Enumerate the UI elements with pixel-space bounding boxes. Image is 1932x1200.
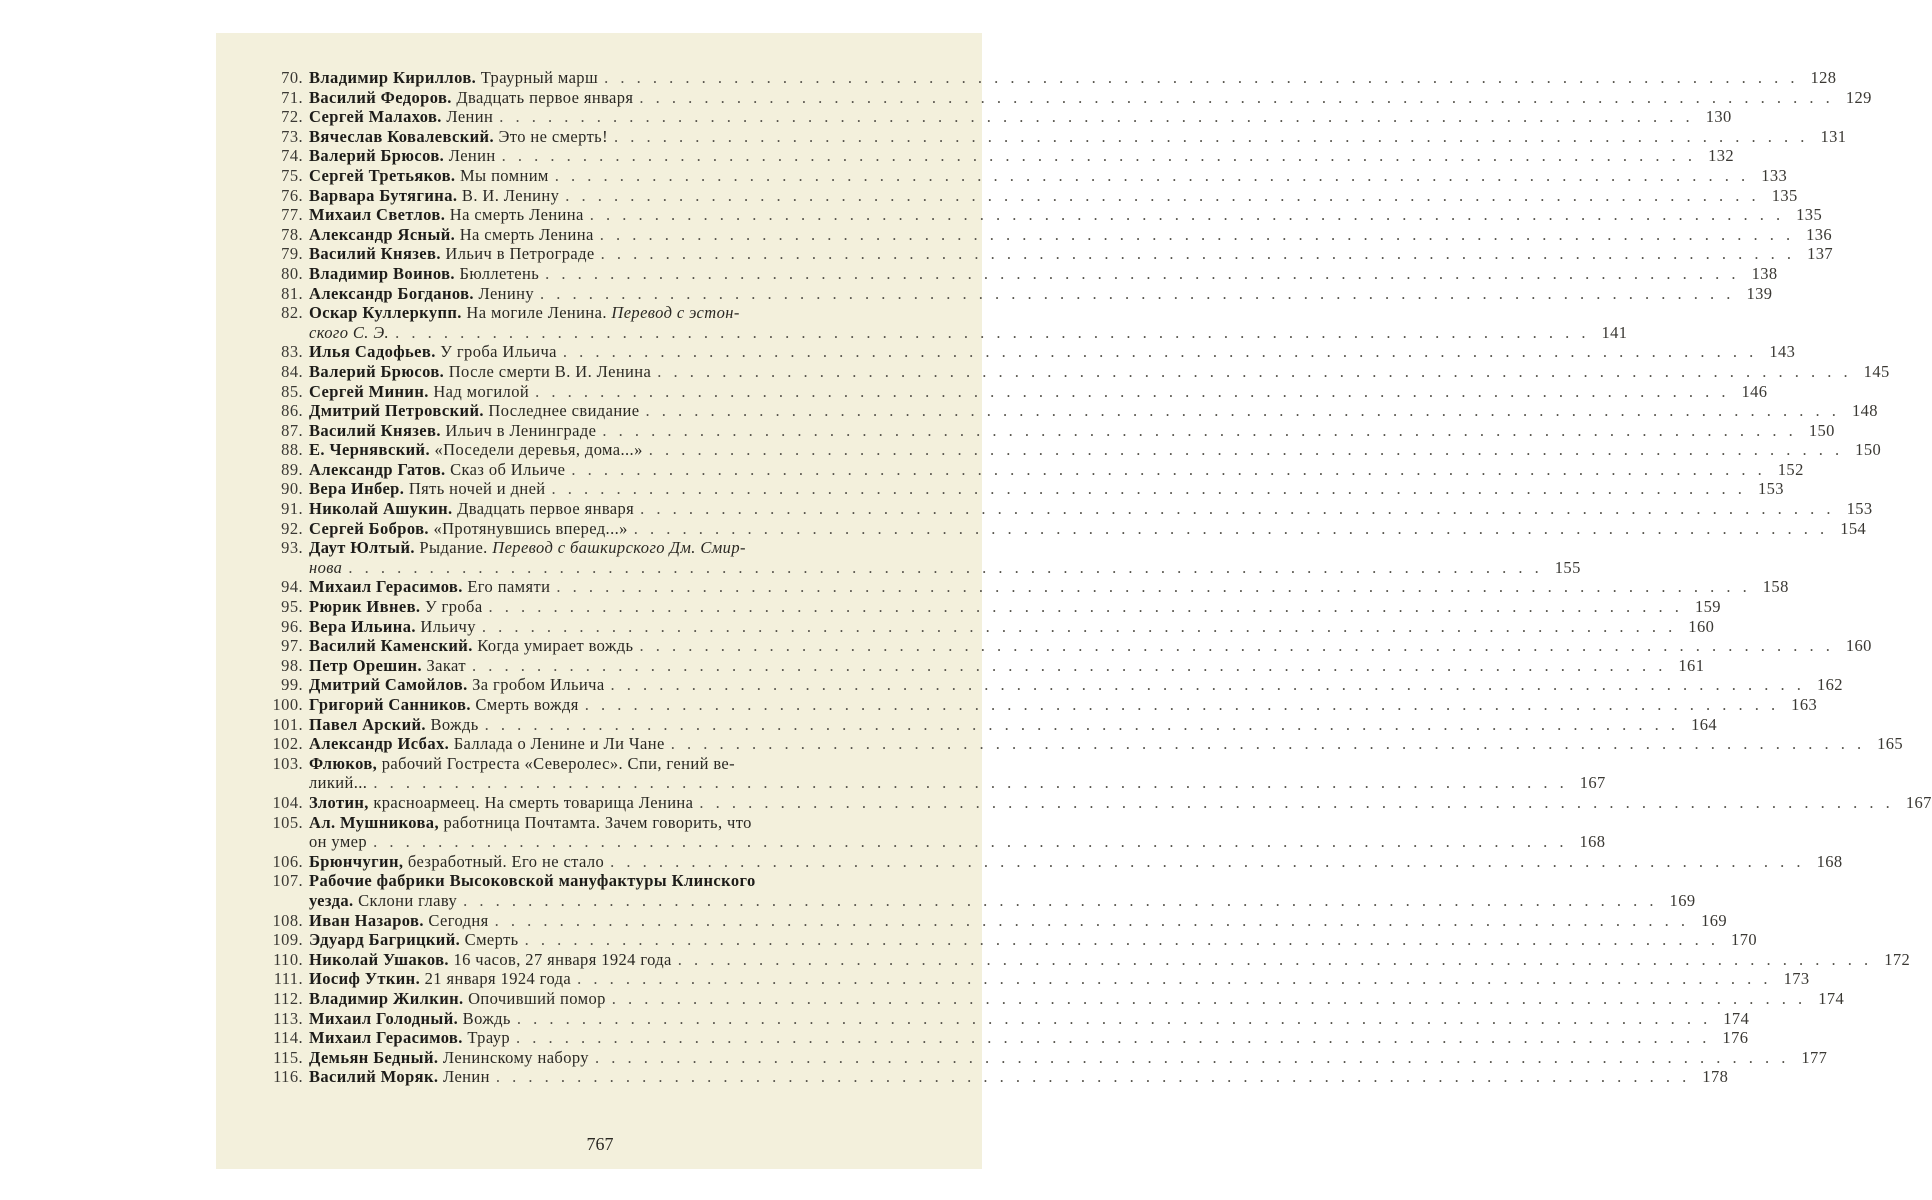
entry-title: Траурный марш: [480, 68, 599, 87]
entry-title: После смерти В. И. Ленина: [448, 361, 652, 381]
toc-entry: [265, 655, 1705, 676]
entry-author: Александр Ясный.: [309, 224, 456, 244]
entry-number: 111.: [273, 969, 303, 989]
entry-title: Ленин: [446, 107, 494, 127]
dot-leader: [476, 617, 1680, 637]
entry-number: 112.: [273, 988, 303, 1008]
entry-page: 153: [1757, 479, 1784, 499]
toc-entry: [265, 165, 1788, 186]
entry-page: 131: [1820, 126, 1847, 146]
dot-leader: [490, 1067, 1694, 1087]
entry-title: Опочивший помор: [468, 988, 606, 1008]
entry-author: Василий Каменский.: [309, 636, 473, 656]
entry-page: 152: [1777, 459, 1804, 479]
entry-number: 95.: [281, 597, 303, 617]
dot-leader: [519, 930, 1723, 950]
entry-page: 146: [1741, 381, 1768, 401]
entry-number: 100.: [272, 695, 303, 714]
entry-author: Петр Орешин.: [309, 655, 422, 675]
entry-author: Михаил Голодный.: [309, 1008, 459, 1028]
dot-leader: [606, 989, 1810, 1009]
entry-continuation: ликий...: [309, 773, 368, 793]
dot-leader: [693, 793, 1897, 813]
entry-author: Брюнчугин,: [309, 851, 404, 871]
entry-number: 104.: [272, 792, 303, 812]
entry-title: красноармеец. На смерть товарища Ленина: [373, 792, 694, 812]
entry-number: 113.: [273, 1008, 303, 1028]
entry-page: 135: [1771, 185, 1798, 205]
entry-page: 159: [1694, 597, 1721, 617]
entry-page: 135: [1796, 205, 1823, 225]
toc-entry: [265, 636, 1872, 656]
dot-leader: [640, 401, 1844, 421]
entry-number: 94.: [281, 577, 303, 597]
entry-page: 162: [1816, 675, 1843, 695]
entry-title: 21 января 1924 года: [424, 969, 572, 989]
entry-author: Николай Ушаков.: [309, 949, 449, 969]
toc-entry: [265, 420, 1835, 441]
entry-page: 153: [1846, 499, 1873, 519]
toc-entry: [265, 949, 1911, 970]
toc-entry: [265, 361, 1890, 382]
entry-page: 150: [1855, 440, 1882, 460]
entry-title: Ленинскому набору: [442, 1047, 589, 1067]
entry-author: Иван Назаров.: [309, 910, 424, 930]
entry-page: 170: [1731, 930, 1757, 950]
dot-leader: [604, 852, 1808, 872]
entry-author: Е. Чернявский.: [309, 440, 430, 460]
entry-page: 145: [1863, 361, 1890, 381]
entry-number: 114.: [273, 1028, 303, 1048]
entry-author: Дмитрий Самойлов.: [309, 675, 468, 695]
entry-title: рабочий Гостреста «Северолес». Спи, гений ве-: [381, 753, 736, 773]
toc-entry: [265, 910, 1728, 931]
entry-author: Валерий Брюсов.: [309, 146, 445, 166]
entry-title: Ленин: [448, 146, 496, 166]
toc-entry: [265, 812, 1606, 852]
toc-entry: [265, 107, 1732, 127]
entry-author: Владимир Воинов.: [309, 263, 455, 283]
toc-entry: [265, 1067, 1729, 1087]
entry-title: Двадцать первое января: [456, 87, 634, 107]
entry-page: 169: [1701, 910, 1728, 930]
entry-page: 168: [1816, 851, 1843, 871]
entry-author: Михаил Герасимов.: [309, 1028, 463, 1048]
entry-number: 103.: [272, 753, 303, 773]
entry-page: 136: [1806, 224, 1833, 244]
entry-title: Над могилой: [433, 381, 530, 401]
dot-leader: [628, 519, 1832, 539]
entry-page: 154: [1840, 518, 1867, 538]
entry-title: В. И. Ленину: [461, 185, 560, 205]
entry-number: 89.: [281, 459, 303, 479]
entry-number: 85.: [281, 381, 303, 401]
entry-number: 79.: [281, 244, 303, 264]
dot-leader: [496, 146, 1700, 166]
entry-number: 108.: [272, 910, 303, 930]
dot-leader: [342, 558, 1546, 578]
toc-entry: [265, 792, 1932, 813]
entry-number: 78.: [281, 224, 303, 244]
entry-page: 174: [1818, 988, 1845, 1008]
entry-author: Эдуард Багрицкий.: [309, 930, 461, 950]
dot-leader: [643, 440, 1847, 460]
dot-leader: [596, 421, 1800, 441]
entry-number: 83.: [281, 342, 303, 362]
entry-page: 176: [1722, 1028, 1749, 1048]
dot-leader: [579, 695, 1783, 715]
entry-number: 99.: [281, 675, 303, 695]
entry-page: 138: [1751, 263, 1778, 283]
entry-author: Вера Ильина.: [309, 616, 416, 636]
entry-number: 81.: [281, 283, 303, 303]
dot-leader: [651, 362, 1855, 382]
entry-title: Мы помним: [459, 165, 549, 185]
entry-page: 133: [1761, 165, 1788, 185]
entry-title: Это не смерть!: [498, 126, 609, 146]
entry-title: 16 часов, 27 января 1924 года: [453, 949, 672, 969]
entry-title: работница Почтамта. Зачем говорить, что: [443, 812, 752, 832]
entry-page: 161: [1678, 655, 1705, 675]
dot-leader: [549, 166, 1753, 186]
entry-author: Варвара Бутягина.: [309, 185, 458, 205]
toc-entry: [265, 695, 1818, 715]
entry-page: 178: [1702, 1067, 1729, 1087]
toc-entry: [265, 283, 1773, 304]
entry-title: У гроба: [424, 597, 483, 617]
dot-leader: [493, 107, 1697, 127]
entry-title: Когда умирает вождь: [477, 636, 634, 656]
entry-number: 92.: [281, 518, 303, 538]
entry-page: 160: [1845, 636, 1872, 656]
dot-leader: [489, 911, 1693, 931]
dot-leader: [598, 68, 1802, 88]
toc-entry: [265, 577, 1789, 597]
entry-author: Василий Князев.: [309, 244, 441, 264]
dot-leader: [529, 382, 1733, 402]
dot-leader: [367, 832, 1571, 852]
entry-title: Ленин: [442, 1067, 490, 1087]
entry-page: 158: [1762, 577, 1789, 597]
entry-title: Закат: [426, 655, 466, 675]
dot-leader: [665, 734, 1869, 754]
toc-entry: [265, 499, 1873, 519]
toc-entry: [265, 1008, 1750, 1029]
entry-number: 102.: [272, 734, 303, 754]
toc-entry: [265, 146, 1735, 166]
page-number: 767: [586, 1134, 614, 1154]
entry-page: 168: [1579, 832, 1606, 852]
toc-entry: [265, 616, 1715, 637]
entry-title: Сказ об Ильиче: [450, 459, 566, 479]
entry-number: 96.: [281, 616, 303, 636]
dot-leader: [389, 323, 1593, 343]
dot-leader: [546, 479, 1750, 499]
toc-entry: [265, 969, 1810, 989]
dot-leader: [565, 460, 1769, 480]
entry-number: 75.: [281, 165, 303, 185]
toc-entry: [265, 459, 1804, 480]
entry-title: Траур: [467, 1028, 510, 1048]
entry-author: Ал. Мушникова,: [309, 812, 439, 832]
entry-author: Владимир Кириллов.: [309, 68, 477, 87]
dot-leader: [571, 969, 1775, 989]
entry-title: Ильич в Ленинграде: [445, 420, 597, 440]
dot-leader: [584, 205, 1788, 225]
toc-entry: [265, 87, 1872, 108]
entry-author: Злотин,: [309, 792, 369, 812]
dot-leader: [479, 715, 1683, 735]
entry-number: 106.: [272, 851, 303, 871]
toc-entry: [265, 930, 1757, 950]
entry-author: Сергей Минин.: [309, 381, 429, 401]
entry-number: 86.: [281, 401, 303, 421]
entry-page: 143: [1769, 342, 1796, 362]
entry-title: Последнее свидание: [488, 401, 640, 421]
entry-number: 107.: [272, 871, 303, 891]
entry-title: На могиле Ленина.: [466, 303, 607, 323]
entry-page: 177: [1801, 1047, 1828, 1067]
entry-number: 115.: [273, 1047, 303, 1067]
entry-title: Баллада о Ленине и Ли Чане: [453, 734, 665, 754]
entry-page: 150: [1808, 420, 1835, 440]
entry-title: Рыдание.: [419, 538, 488, 558]
dot-leader: [594, 225, 1798, 245]
entry-title: Ильич в Петрограде: [445, 244, 595, 264]
entry-author: Флюков,: [309, 753, 378, 773]
entry-author: Василий Моряк.: [309, 1067, 439, 1087]
entry-page: 137: [1807, 244, 1834, 264]
entry-author: Сергей Малахов.: [309, 107, 442, 127]
entry-title: «Протянувшись вперед...»: [433, 518, 628, 538]
table-of-contents: [265, 68, 1932, 1087]
entry-title: Смерть вождя: [475, 695, 579, 714]
entry-page: 132: [1708, 146, 1735, 166]
entry-author: Сергей Третьяков.: [309, 165, 456, 185]
dot-leader: [550, 577, 1754, 597]
toc-entry: [265, 538, 1581, 577]
entry-title: За гробом Ильича: [472, 675, 605, 695]
toc-entry: [265, 244, 1834, 264]
toc-entry: [265, 401, 1878, 421]
entry-title: Вождь: [430, 714, 479, 734]
entry-number: 109.: [272, 930, 303, 950]
entry-author: Демьян Бедный.: [309, 1047, 439, 1067]
toc-entry: [265, 263, 1778, 284]
entry-author: Сергей Бобров.: [309, 518, 429, 538]
entry-title: Его памяти: [467, 577, 551, 597]
entry-page: 129: [1845, 87, 1872, 107]
entry-author: Григорий Санников.: [309, 695, 471, 714]
dot-leader: [510, 1028, 1714, 1048]
dot-leader: [633, 88, 1837, 108]
entry-author: Василий Федоров.: [309, 87, 452, 107]
entry-number: 98.: [281, 655, 303, 675]
entry-number: 97.: [281, 636, 303, 656]
toc-entry: [265, 675, 1843, 695]
toc-entry: [265, 185, 1798, 206]
entry-continuation: нова: [309, 557, 343, 577]
entry-author-continued: уезда.: [309, 890, 354, 910]
entry-author: Александр Исбах.: [309, 734, 450, 754]
dot-leader: [367, 773, 1571, 793]
entry-author: Рюрик Ивнев.: [309, 597, 421, 617]
entry-page: 164: [1691, 714, 1718, 734]
toc-entry: [265, 988, 1845, 1009]
toc-entry: [265, 871, 1696, 910]
toc-entry: [265, 518, 1867, 539]
entry-author: Валерий Брюсов.: [309, 361, 445, 381]
entry-title: У гроба Ильича: [440, 342, 557, 362]
dot-leader: [559, 186, 1763, 206]
entry-number: 84.: [281, 361, 303, 381]
entry-title: Бюллетень: [459, 263, 540, 283]
entry-page: 160: [1688, 616, 1715, 636]
entry-title: На смерть Ленина: [449, 205, 584, 225]
entry-title: На смерть Ленина: [459, 224, 594, 244]
toc-entry: [265, 303, 1628, 342]
entry-title: Пять ночей и дней: [408, 479, 546, 499]
toc-entry: [265, 597, 1721, 617]
entry-number: 87.: [281, 420, 303, 440]
toc-entry: [265, 342, 1796, 362]
entry-number: 82.: [281, 303, 303, 323]
entry-number: 88.: [281, 440, 303, 460]
entry-title: Двадцать первое января: [457, 499, 635, 519]
entry-number: 73.: [281, 126, 303, 146]
toc-entry: [265, 851, 1843, 872]
toc-entry: [265, 126, 1847, 147]
toc-entry: [265, 224, 1833, 245]
entry-author: Дмитрий Петровский.: [309, 401, 484, 421]
entry-author: Александр Гатов.: [309, 459, 446, 479]
toc-entry: [265, 479, 1784, 499]
entry-author: Иосиф Уткин.: [309, 969, 421, 989]
entry-page: 174: [1723, 1008, 1750, 1028]
entry-author: Николай Ашукин.: [309, 499, 453, 519]
dot-leader: [608, 127, 1812, 147]
toc-entry: [265, 1047, 1828, 1068]
entry-page: 130: [1705, 107, 1732, 127]
entry-continuation: он умер: [309, 832, 368, 852]
entry-page: 148: [1851, 401, 1878, 421]
dot-leader: [605, 675, 1809, 695]
entry-title: Сегодня: [428, 910, 489, 930]
dot-leader: [483, 597, 1687, 617]
entry-number: 105.: [272, 812, 303, 832]
entry-page: 172: [1884, 949, 1911, 969]
entry-page: 173: [1783, 969, 1810, 989]
dot-leader: [672, 950, 1876, 970]
entry-number: 80.: [281, 263, 303, 283]
entry-page: 167: [1905, 792, 1932, 812]
entry-author: Михаил Светлов.: [309, 205, 446, 225]
toc-entry: [265, 753, 1606, 793]
toc-entry: [265, 440, 1882, 460]
entry-author: Даут Юлтый.: [309, 538, 415, 558]
toc-entry: [265, 1028, 1749, 1048]
entry-number: 91.: [281, 499, 303, 519]
entry-number: 71.: [281, 87, 303, 107]
entry-author: Илья Садофьев.: [309, 342, 436, 362]
entry-number: 70.: [281, 68, 303, 87]
entry-page: 139: [1746, 283, 1773, 303]
entry-author: Вера Инбер.: [309, 479, 405, 499]
entry-number: 101.: [272, 714, 303, 734]
entry-author: Александр Богданов.: [309, 283, 474, 303]
entry-page: 155: [1554, 557, 1581, 577]
entry-author: Рабочие фабрики Высоковской мануфактуры Клинского: [309, 871, 756, 891]
entry-title: «Поседели деревья, дома...»: [434, 440, 643, 460]
entry-author: Оскар Куллеркупп.: [309, 303, 462, 323]
entry-page: 141: [1601, 322, 1628, 342]
entry-number: 72.: [281, 107, 303, 127]
dot-leader: [633, 636, 1837, 656]
entry-number: 110.: [273, 949, 303, 969]
dot-leader: [595, 244, 1799, 264]
entry-author: Василий Князев.: [309, 420, 441, 440]
dot-leader: [534, 284, 1738, 304]
toc-entry: [265, 205, 1823, 225]
entry-continuation: ского С. Э.: [309, 322, 390, 342]
entry-number: 74.: [281, 146, 303, 166]
toc-entry: [265, 714, 1718, 735]
dot-leader: [557, 342, 1761, 362]
dot-leader: [466, 656, 1670, 676]
entry-page: 169: [1669, 890, 1696, 910]
entry-author: Вячеслав Ковалевский.: [309, 126, 494, 146]
entry-title: безработный. Его не стало: [407, 851, 605, 871]
entry-continuation: Склони главу: [358, 890, 458, 910]
entry-title: Смерть: [464, 930, 519, 950]
toc-entry: [265, 734, 1904, 754]
entry-page: 165: [1877, 734, 1904, 754]
entry-number: 90.: [281, 479, 303, 499]
dot-leader: [589, 1048, 1793, 1068]
toc-entry: [265, 68, 1837, 88]
entry-translation-note: Перевод с башкирского Дм. Смир-: [492, 538, 746, 558]
entry-author: Владимир Жилкин.: [309, 988, 464, 1008]
entry-author: Павел Арский.: [309, 714, 426, 734]
entry-translation-note: Перевод с эстон-: [611, 303, 740, 323]
dot-leader: [634, 499, 1838, 519]
entry-number: 77.: [281, 205, 303, 225]
entry-page: 128: [1810, 68, 1837, 87]
entry-title: Ленину: [478, 283, 535, 303]
dot-leader: [457, 891, 1661, 911]
entry-page: 163: [1791, 695, 1818, 714]
entry-title: Вождь: [462, 1008, 511, 1028]
entry-title: Ильичу: [420, 616, 476, 636]
entry-number: 93.: [281, 538, 303, 558]
dot-leader: [539, 264, 1743, 284]
entry-number: 76.: [281, 185, 303, 205]
dot-leader: [511, 1009, 1715, 1029]
toc-entry: [265, 381, 1768, 402]
entry-page: 167: [1579, 773, 1606, 793]
entry-author: Михаил Герасимов.: [309, 577, 463, 597]
entry-number: 116.: [273, 1067, 303, 1087]
